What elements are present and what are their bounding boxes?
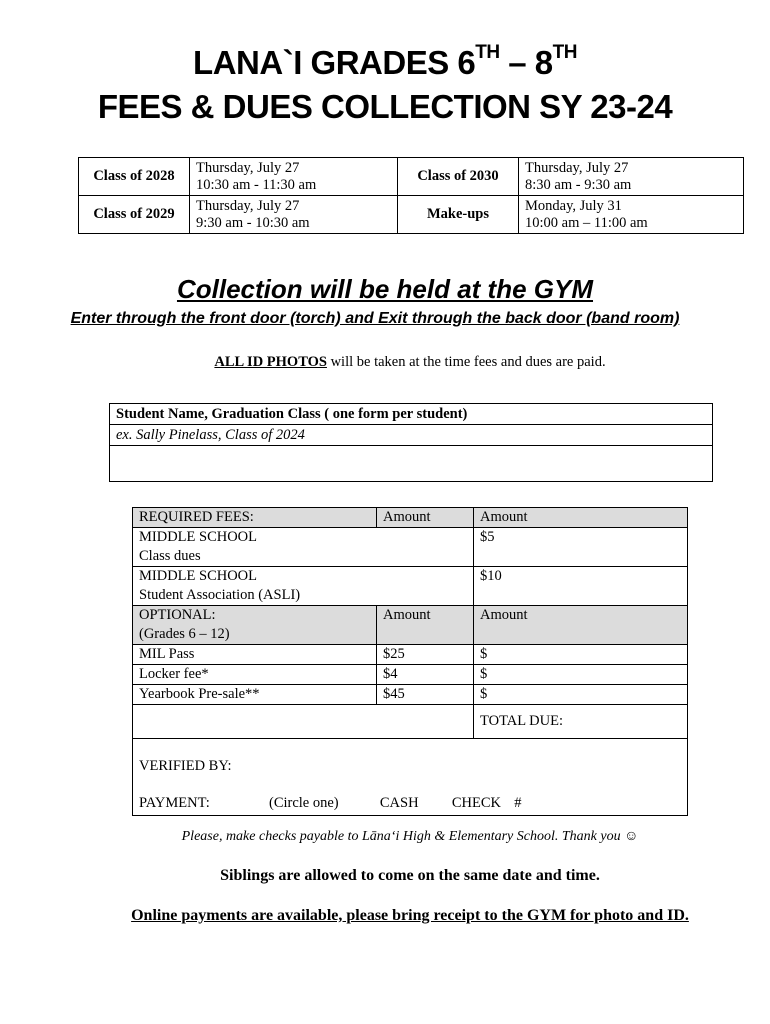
title-text: – 8 bbox=[499, 44, 553, 81]
verified-by-label: VERIFIED BY: bbox=[139, 758, 232, 774]
optional-fee-price: $45 bbox=[377, 685, 474, 705]
payment-option-check[interactable]: CHECK bbox=[451, 795, 501, 811]
class-label: Class of 2030 bbox=[398, 158, 519, 196]
schedule-time: 8:30 am - 9:30 am bbox=[525, 176, 632, 193]
optional-header-row bbox=[133, 606, 688, 645]
fee-amount: $10 bbox=[474, 567, 688, 606]
optional-fee-name: Yearbook Pre-sale** bbox=[133, 685, 377, 705]
page-title-line1 bbox=[0, 44, 770, 82]
optional-fee-price: $4 bbox=[377, 665, 474, 685]
student-form-header: Student Name, Graduation Class ( one form per student) bbox=[110, 404, 712, 425]
required-fees-header: REQUIRED FEES: bbox=[133, 508, 377, 528]
payment-option-cash[interactable]: CASH bbox=[379, 795, 419, 811]
optional-fees-header bbox=[133, 606, 377, 645]
page-title-line2: FEES & DUES COLLECTION SY 23-24 bbox=[97, 88, 673, 125]
schedule-date: Monday, July 31 bbox=[525, 197, 622, 214]
schedule-datetime bbox=[519, 158, 744, 196]
fee-name bbox=[133, 528, 474, 567]
total-row bbox=[133, 705, 688, 739]
fees-table bbox=[132, 507, 688, 816]
fee-name-line: Class dues bbox=[139, 548, 201, 564]
entry-note: Enter through the front door (torch) and Exit through the back door (band room) bbox=[70, 310, 680, 327]
schedule-datetime bbox=[190, 158, 398, 196]
optional-fee-amount[interactable]: $ bbox=[474, 645, 688, 665]
siblings-note: Siblings are allowed to come on the same date and time. bbox=[220, 867, 600, 884]
class-label: Make-ups bbox=[398, 196, 519, 234]
fee-name-line: MIDDLE SCHOOL bbox=[139, 568, 258, 584]
amount-header: Amount bbox=[474, 508, 688, 528]
schedule-row bbox=[79, 158, 744, 196]
circle-one-label: (Circle one) bbox=[268, 795, 339, 811]
optional-fee-name: Locker fee* bbox=[133, 665, 377, 685]
verification-row bbox=[133, 739, 688, 816]
schedule-time: 10:00 am – 11:00 am bbox=[525, 214, 648, 231]
photo-note-text: will be taken at the time fees and dues are paid. bbox=[326, 354, 606, 370]
required-header-row bbox=[133, 508, 688, 528]
fee-row-class-dues bbox=[133, 528, 688, 567]
schedule-datetime bbox=[519, 196, 744, 234]
optional-header-line: (Grades 6 – 12) bbox=[139, 626, 230, 642]
amount-header: Amount bbox=[377, 508, 474, 528]
optional-fee-amount[interactable]: $ bbox=[474, 665, 688, 685]
check-number-field[interactable]: # bbox=[514, 795, 522, 811]
fee-name bbox=[133, 567, 474, 606]
optional-fee-name: MIL Pass bbox=[133, 645, 377, 665]
payment-line bbox=[139, 794, 681, 813]
student-name-field[interactable] bbox=[110, 446, 712, 481]
title-text: LANA`I GRADES 6 bbox=[193, 44, 476, 81]
student-form-example: ex. Sally Pinelass, Class of 2024 bbox=[110, 425, 712, 446]
optional-fee-price: $25 bbox=[377, 645, 474, 665]
optional-fee-row bbox=[133, 665, 688, 685]
amount-header: Amount bbox=[377, 606, 474, 645]
verification-cell bbox=[133, 739, 688, 816]
schedule-date: Thursday, July 27 bbox=[196, 159, 300, 176]
amount-header: Amount bbox=[474, 606, 688, 645]
schedule-row bbox=[79, 196, 744, 234]
total-blank bbox=[133, 705, 474, 739]
student-form bbox=[109, 403, 713, 482]
class-label: Class of 2029 bbox=[79, 196, 190, 234]
photo-note bbox=[0, 354, 770, 371]
fee-name-line: MIDDLE SCHOOL bbox=[139, 529, 258, 545]
online-payments-note: Online payments are available, please bring receipt to the GYM for photo and ID. bbox=[131, 907, 689, 924]
fee-amount: $5 bbox=[474, 528, 688, 567]
schedule-table bbox=[78, 157, 744, 234]
schedule-date: Thursday, July 27 bbox=[196, 197, 300, 214]
schedule-time: 10:30 am - 11:30 am bbox=[196, 176, 317, 193]
schedule-datetime bbox=[190, 196, 398, 234]
schedule-time: 9:30 am - 10:30 am bbox=[196, 214, 310, 231]
checks-payable-note: Please, make checks payable to Lāna‘i High & Elementary School. Thank you ☺ bbox=[181, 829, 639, 844]
total-due-label: TOTAL DUE: bbox=[474, 705, 688, 739]
class-label: Class of 2028 bbox=[79, 158, 190, 196]
fee-row-asli bbox=[133, 567, 688, 606]
payment-label: PAYMENT: bbox=[139, 795, 210, 811]
optional-fee-amount[interactable]: $ bbox=[474, 685, 688, 705]
optional-header-line: OPTIONAL: bbox=[139, 607, 216, 623]
title-superscript: TH bbox=[475, 42, 500, 63]
title-superscript: TH bbox=[552, 42, 577, 63]
optional-fee-row bbox=[133, 685, 688, 705]
photo-note-bold: ALL ID PHOTOS bbox=[214, 354, 327, 370]
fee-name-line: Student Association (ASLI) bbox=[139, 587, 301, 603]
optional-fee-row bbox=[133, 645, 688, 665]
schedule-date: Thursday, July 27 bbox=[525, 159, 629, 176]
collection-heading: Collection will be held at the GYM bbox=[176, 274, 594, 304]
